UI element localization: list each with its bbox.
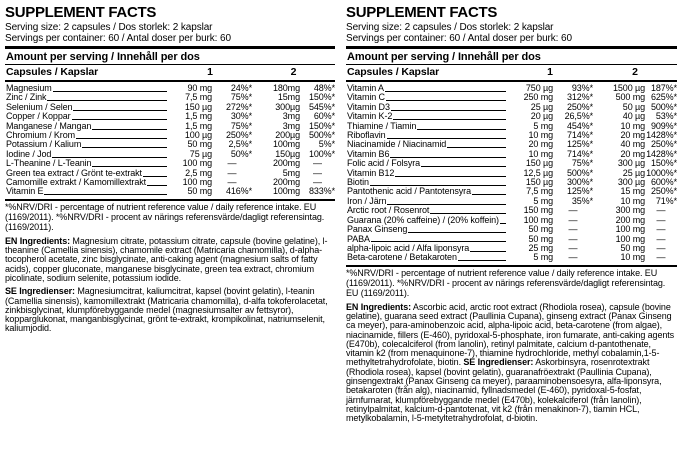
amount-capsule-2: 10 mg	[620, 195, 645, 206]
amount-capsule-2: 180mg	[272, 83, 300, 93]
nutrient-name: Green tea extract / Grönt te-extrakt	[6, 167, 142, 178]
nutrient-name: Iron / Järn	[347, 195, 387, 206]
nutrient-name: Guarana (20% caffeine) / (20% koffein)	[347, 214, 499, 225]
amount-capsule-2: 100mg	[272, 186, 300, 197]
amount-capsule-1: 5 mg	[533, 252, 553, 263]
leader-line	[44, 194, 167, 195]
percent-nrv-1: 2,5%*	[228, 139, 252, 150]
divider	[5, 199, 335, 202]
percent-nrv-1: 26,5%*	[564, 111, 593, 122]
amount-capsule-1: 1,5 mg	[185, 111, 212, 122]
percent-nrv-2: 1428%*	[646, 148, 677, 159]
percent-nrv-1: 714%*	[566, 130, 593, 141]
leader-line	[72, 119, 167, 120]
nutrient-name: Niacinamide / Niacinamid	[347, 139, 447, 150]
nutrient-name: Thiamine / Tiamin	[347, 120, 417, 131]
ingredients-en-label: EN Ingredients:	[346, 301, 412, 312]
capsules-column-label: Capsules / Kapslar	[347, 65, 440, 78]
percent-nrv-2: 5%*	[318, 139, 335, 150]
nutrient-name: Beta-carotene / Betakaroten	[347, 252, 457, 263]
table-column-headers	[346, 66, 677, 78]
amount-capsule-1: 12,5 µg	[523, 167, 553, 178]
nutrient-name: alpha-lipoic acid / Alfa liponsyra	[347, 242, 470, 253]
amount-capsule-1: 100 mg	[523, 214, 553, 225]
percent-nrv-1: —	[568, 205, 578, 216]
nutrient-name: Manganese / Mangan	[6, 120, 92, 131]
amount-capsule-2: 200 mg	[615, 214, 645, 225]
leader-line	[470, 251, 506, 252]
percent-nrv-1: —	[227, 167, 237, 178]
amount-capsule-1: 5 mg	[533, 195, 553, 206]
amount-capsule-1: 250 mg	[523, 92, 553, 103]
amount-capsule-1: 100 µg	[184, 130, 212, 141]
percent-nrv-2: —	[656, 252, 666, 263]
nutrient-name: Biotin	[347, 177, 369, 188]
amount-per-serving-header: Amount per serving / Innehåll per dos	[347, 50, 541, 63]
percent-nrv-2: —	[313, 177, 322, 188]
percent-nrv-2: 250%*	[650, 186, 677, 197]
amount-capsule-2: 20 mg	[620, 148, 645, 159]
percent-nrv-2: 1428%*	[646, 130, 677, 141]
nutrient-name: Iodine / Jod	[6, 148, 52, 159]
percent-nrv-2: 53%*	[655, 111, 677, 122]
table-row	[5, 187, 335, 196]
leader-line	[472, 194, 506, 195]
amount-capsule-2: 200µg	[275, 130, 300, 141]
percent-nrv-2: 909%*	[650, 120, 677, 131]
amount-capsule-2: 25 µg	[622, 167, 645, 178]
leader-line	[92, 166, 167, 167]
percent-nrv-2: 150%*	[650, 158, 677, 169]
amount-capsule-2: 100 mg	[615, 233, 645, 244]
percent-nrv-1: 416%*	[225, 186, 252, 197]
ingredients-en-paragraph	[5, 237, 335, 283]
percent-nrv-1: 75%*	[571, 158, 593, 169]
percent-nrv-1: —	[568, 224, 578, 235]
divider	[5, 80, 335, 83]
panel-title: SUPPLEMENT FACTS	[5, 4, 157, 21]
percent-nrv-1: 24%*	[230, 83, 252, 93]
amount-capsule-1: 90 mg	[187, 83, 212, 93]
percent-nrv-2: 833%*	[308, 186, 335, 197]
percent-nrv-1: 75%*	[230, 120, 252, 131]
nutrient-name: Vitamin K-2	[347, 111, 393, 122]
percent-nrv-2: 600%*	[650, 177, 677, 188]
amount-capsule-1: 50 mg	[528, 233, 553, 244]
leader-line	[421, 166, 506, 167]
nutrient-name: Vitamin B12	[347, 167, 395, 178]
leader-line	[92, 129, 167, 130]
amount-capsule-2: 20 mg	[620, 130, 645, 141]
percent-nrv-1: 75%*	[230, 92, 252, 103]
amount-capsule-2: 500 mg	[615, 92, 645, 103]
amount-capsule-1: 10 mg	[528, 148, 553, 159]
nutrient-name: Selenium / Selen	[6, 101, 73, 112]
amount-capsule-1: 2,5 mg	[185, 167, 212, 178]
column-1-header: 1	[207, 65, 213, 78]
amount-capsule-1: 75 µg	[189, 148, 212, 159]
amount-capsule-2: 200mg	[272, 158, 300, 169]
amount-capsule-2: 15 mg	[620, 186, 645, 197]
amount-capsule-2: 300µg	[275, 101, 300, 112]
percent-nrv-2: 150%*	[308, 120, 335, 131]
panel-vitamins	[341, 0, 683, 466]
divider	[346, 265, 677, 268]
percent-nrv-1: 125%*	[566, 186, 593, 197]
percent-nrv-2: —	[656, 224, 666, 235]
amount-capsule-2: 3mg	[282, 111, 300, 122]
amount-capsule-1: 100 mg	[182, 177, 212, 188]
amount-capsule-1: 150 mg	[523, 205, 553, 216]
nutrient-name: Folic acid / Folsyra	[347, 158, 421, 169]
percent-nrv-2: —	[656, 205, 666, 216]
nrv-footnote: *%NRV/DRI - percentage of nutrient reference value / daily reference intake. EU (1169/2011). *%NRV/DRI - procent av närings referensvärde/dagligt referensintag. EU (1169/2011).	[346, 268, 666, 298]
divider	[346, 64, 677, 65]
percent-nrv-2: 500%*	[308, 130, 335, 141]
leader-line	[143, 176, 167, 177]
percent-nrv-1: —	[568, 252, 578, 263]
leader-line	[393, 119, 506, 120]
percent-nrv-1: 272%*	[225, 101, 252, 112]
amount-capsule-1: 150 µg	[525, 158, 553, 169]
nutrient-name: Pantothenic acid / Pantotensyra	[347, 186, 471, 197]
amount-capsule-1: 7,5 mg	[526, 186, 553, 197]
percent-nrv-1: 125%*	[566, 139, 593, 150]
nutrient-name: Camomille extrakt / Kamomillextrakt	[6, 177, 147, 188]
divider	[5, 46, 335, 49]
amount-capsule-2: 1500 µg	[612, 83, 645, 93]
amount-capsule-1: 50 mg	[187, 186, 212, 197]
amount-capsule-2: 10 mg	[620, 120, 645, 131]
percent-nrv-1: 30%*	[230, 111, 252, 122]
nutrient-name: Potassium / Kalium	[6, 139, 82, 150]
amount-capsule-2: 3mg	[282, 120, 300, 131]
percent-nrv-1: 300%*	[566, 177, 593, 188]
percent-nrv-2: 1000%*	[646, 167, 677, 178]
percent-nrv-2: 500%*	[650, 101, 677, 112]
nutrient-table	[5, 84, 335, 197]
percent-nrv-1: 454%*	[566, 120, 593, 131]
ingredients-se-text: Magnesiumcitrat, kaliumcitrat, kapsel (bovint gelatin), l-teanin (Camellia sinensis), kamomillextrakt (Matricaria chamomilla), d-alfa tokoferolacetat, zinkbisglycinat, klumpförebyggande medel (magnesiumsalter av fettsyror), kopparglukonat, manganbisglycinat, grönt te-extrakt, krompikolinat, natriumselenit, kaliumjodid.	[5, 286, 328, 334]
divider	[5, 64, 335, 65]
nutrient-name: Arctic root / Rosenrot	[347, 205, 430, 216]
nutrient-name: Vitamin C	[347, 92, 385, 103]
ingredients-se-label: SE Ingredienser:	[5, 286, 75, 297]
percent-nrv-2: 48%*	[313, 83, 335, 93]
percent-nrv-2: 100%*	[308, 148, 335, 159]
amount-capsule-2: 5mg	[282, 167, 300, 178]
leader-line	[147, 185, 167, 186]
ingredients-en-text: Ascorbic acid, arctic root extract (Rhodiola rosea), capsule (bovine gelatine), guarana seed extract (Paullinia Cupana), ginseng extract (Panax Ginseng ca meyer), para-aminobenzoic acid, alpha-lipoic acid, beta-carotene (from algae), niacinamide, fillers (E-460), pyridoxal-5-phosphate, iron fumarate, anti-caking agents (E470b), colecalciferol (from lanolin), retinyl palmitate, calcium d-pantothenate, vitamin k2 (from menaquinone-7), thiamine hydrochloride, methyl cobalamin,1-5-methyltetrahydrofolate, biotin.	[346, 301, 675, 368]
serving-size-line: Serving size: 2 capsules / Dos storlek: 2 kapslar	[346, 22, 554, 33]
percent-nrv-1: 250%*	[566, 101, 593, 112]
amount-capsule-1: 150 µg	[184, 101, 212, 112]
amount-capsule-2: 200mg	[272, 177, 300, 188]
percent-nrv-1: 93%*	[571, 83, 593, 93]
percent-nrv-2: —	[656, 214, 666, 225]
percent-nrv-2: 71%*	[655, 195, 677, 206]
table-column-headers	[5, 66, 335, 78]
percent-nrv-1: 312%*	[566, 92, 593, 103]
nutrient-name: Riboflavin	[347, 130, 386, 141]
amount-capsule-1: 50 mg	[528, 224, 553, 235]
nutrient-name: Magnesium	[6, 83, 52, 93]
percent-nrv-2: —	[656, 233, 666, 244]
amount-capsule-2: 300 mg	[615, 205, 645, 216]
leader-line	[385, 91, 506, 92]
nutrient-name: Vitamin A	[347, 83, 384, 93]
amount-capsule-2: 100mg	[272, 139, 300, 150]
percent-nrv-1: —	[568, 242, 578, 253]
amount-capsule-1: 10 mg	[528, 130, 553, 141]
percent-nrv-2: —	[313, 158, 322, 169]
nrv-footnote: *%NRV/DRI - percentage of nutrient reference value / daily reference intake. EU (1169/2011). *%NRV/DRI - procent av närings referensvärde/dagligt referensintag. (1169/2011).	[5, 202, 325, 232]
column-1-header: 1	[547, 65, 553, 78]
nutrient-name: L-Theanine / L-Teanin	[6, 158, 92, 169]
amount-capsule-1: 750 µg	[525, 83, 553, 93]
percent-nrv-2: 625%*	[650, 92, 677, 103]
panel-title: SUPPLEMENT FACTS	[346, 4, 498, 21]
amount-per-serving-header: Amount per serving / Innehåll per dos	[6, 50, 200, 63]
leader-line	[417, 129, 506, 130]
amount-capsule-2: 40 µg	[622, 111, 645, 122]
servings-per-container-line: Servings per container: 60 / Antal doser per burk: 60	[346, 32, 572, 44]
capsules-column-label: Capsules / Kapslar	[6, 65, 99, 78]
percent-nrv-2: 150%*	[308, 92, 335, 103]
leader-line	[458, 260, 506, 261]
ingredients-combined-paragraph	[346, 303, 677, 424]
column-2-header: 2	[290, 65, 297, 78]
leader-line	[500, 223, 506, 224]
serving-size-line: Serving size: 2 capsules / Dos storlek: 2 kapslar	[5, 22, 213, 33]
percent-nrv-1: —	[227, 177, 237, 188]
amount-capsule-1: 1,5 mg	[185, 120, 212, 131]
leader-line	[391, 110, 506, 111]
table-row	[346, 253, 677, 262]
leader-line	[408, 232, 506, 233]
divider	[346, 46, 677, 49]
amount-capsule-1: 25 mg	[528, 242, 553, 253]
ingredients-se-label: SE Ingredienser:	[463, 357, 534, 368]
amount-capsule-1: 150 µg	[525, 177, 553, 188]
amount-capsule-1: 7,5 mg	[185, 92, 212, 103]
amount-capsule-1: 20 µg	[530, 111, 553, 122]
percent-nrv-1: 500%*	[566, 167, 593, 178]
amount-capsule-2: 10 mg	[620, 252, 645, 263]
amount-capsule-2: 300 µg	[617, 177, 645, 188]
servings-per-container-line: Servings per container: 60 / Antal doser per burk: 60	[5, 32, 231, 44]
leader-line	[386, 100, 506, 101]
leader-line	[82, 147, 167, 148]
nutrient-name: Vitamin E	[6, 186, 44, 197]
percent-nrv-2: —	[656, 242, 666, 253]
percent-nrv-1: —	[227, 158, 237, 169]
percent-nrv-1: —	[568, 233, 578, 244]
nutrient-name: Copper / Koppar	[6, 111, 71, 122]
ingredients-se-paragraph	[5, 287, 335, 333]
amount-capsule-2: 100 mg	[615, 224, 645, 235]
percent-nrv-2: 250%*	[650, 139, 677, 150]
percent-nrv-1: 35%*	[571, 195, 593, 206]
amount-capsule-1: 50 mg	[187, 139, 212, 150]
nutrient-name: Vitamin B6	[347, 148, 390, 159]
leader-line	[395, 176, 506, 177]
leader-line	[76, 138, 167, 139]
amount-capsule-1: 100 mg	[182, 158, 212, 169]
nutrient-name: Chromium / Krom	[6, 130, 76, 141]
percent-nrv-1: 50%*	[230, 148, 252, 159]
leader-line	[447, 147, 506, 148]
leader-line	[53, 91, 167, 92]
nutrient-name: Panax Ginseng	[347, 224, 408, 235]
nutrient-name: PABA	[347, 233, 370, 244]
amount-capsule-2: 50 mg	[620, 242, 645, 253]
percent-nrv-1: —	[568, 214, 578, 225]
percent-nrv-2: 545%*	[308, 101, 335, 112]
amount-capsule-2: 150µg	[275, 148, 300, 159]
amount-capsule-1: 25 µg	[530, 101, 553, 112]
amount-capsule-1: 20 mg	[528, 139, 553, 150]
percent-nrv-2: —	[313, 167, 322, 178]
nutrient-name: Zinc / Zink	[6, 92, 47, 103]
leader-line	[73, 110, 167, 111]
nutrient-name: Vitamin D3	[347, 101, 390, 112]
divider	[346, 80, 677, 83]
panel-minerals	[0, 0, 341, 466]
percent-nrv-1: 250%*	[225, 130, 252, 141]
column-2-header: 2	[632, 65, 638, 78]
ingredients-en-label: EN Ingredients:	[5, 235, 71, 246]
percent-nrv-2: 187%*	[650, 83, 677, 93]
amount-capsule-2: 50 µg	[622, 101, 645, 112]
amount-capsule-2: 300 µg	[617, 158, 645, 169]
ingredients-en-text: Magnesium citrate, potassium citrate, capsule (bovine gelatine), l-theanine (Camellia sinensis), chamomile extract (Matricaria chamomilla), d-alpha-tocopherol acetate, zinc bisglycinate, anti-caking agent (magnesium salts of fatty acids), copper gluconate, manganese bisglycinate, green tea extract, chromium picolinate, sodium selenite, potassium iodide.	[5, 235, 328, 283]
nutrient-table	[346, 84, 677, 263]
amount-capsule-1: 5 mg	[533, 120, 553, 131]
percent-nrv-1: 714%*	[566, 148, 593, 159]
ingredients-se-text: Askorbinsyra, rosenrotextrakt (Rhodiola rosea), kapsel (bovint gelatin), guaranafröextrakt (Paullinia Cupana), ginsengextrakt (Panax Ginseng ca meyer), paraaminobensoesyra, alfa-liponsyra, betakaroten (från alg), niacinamid, fyllnadsmedel (E-460), pyridoxal-5-fosfat, järnfumarat, klumpförebyggande medel (E470b), kolekalciferol (från lanolin), retinylpalmitat, kalcium-d-pantotenat, vit k2 (från menakinon-7), tiamin HCL, metylkobalamin, l-5-metyltetrahydrofolat, d-biotin.	[346, 357, 662, 424]
percent-nrv-2: 60%*	[313, 111, 335, 122]
amount-capsule-2: 15mg	[277, 92, 300, 103]
amount-capsule-2: 40 mg	[620, 139, 645, 150]
